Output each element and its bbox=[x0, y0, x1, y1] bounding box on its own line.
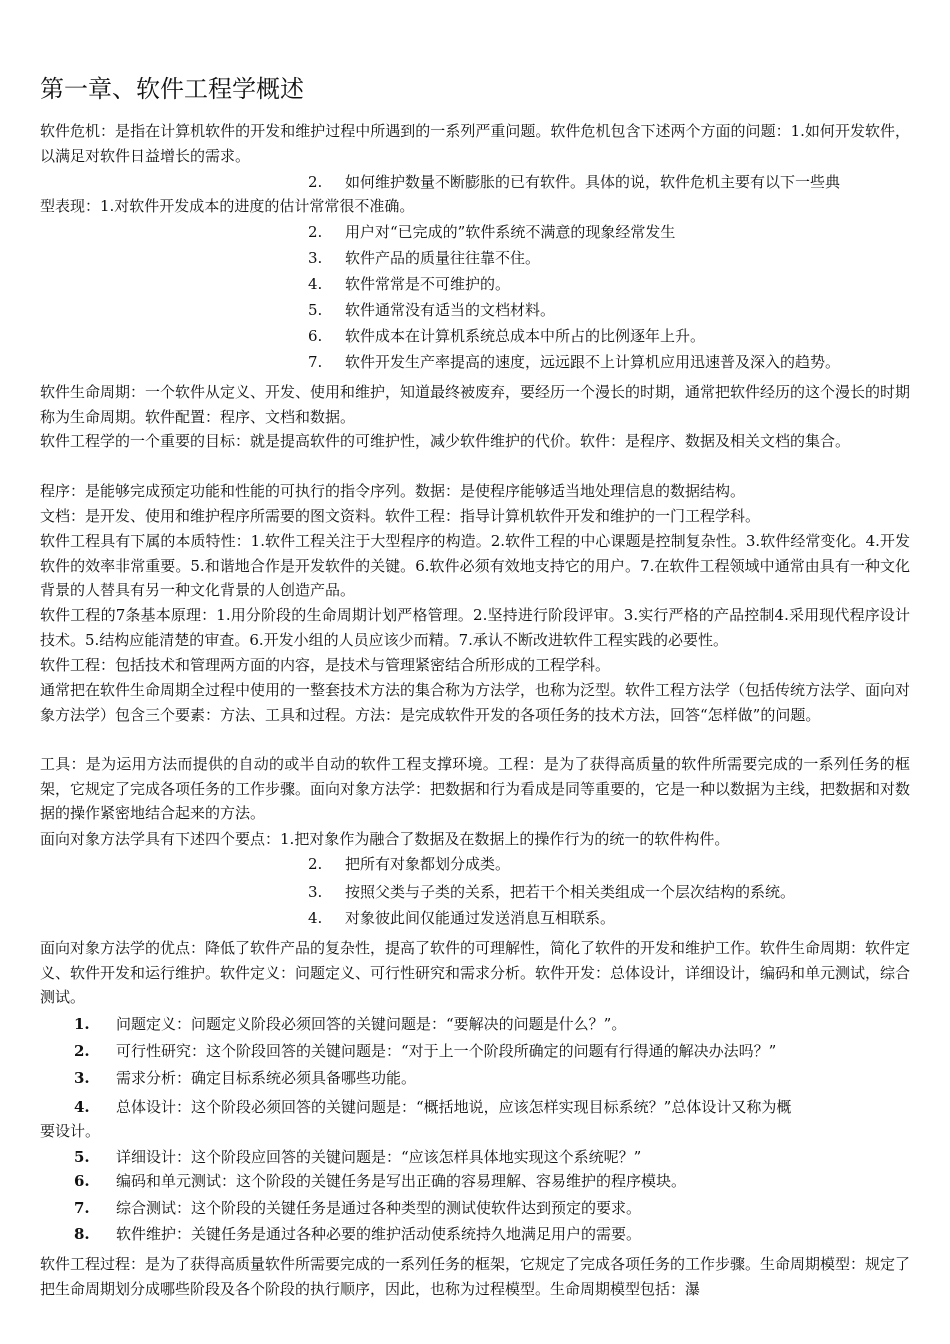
paragraph-program: 程序：是能够完成预定功能和性能的可执行的指令序列。数据：是使程序能够适当地处理信息的数据结构。 bbox=[40, 482, 746, 500]
paragraph-lifecycle: 软件生命周期：一个软件从定义、开发、使用和维护，知道最终被废弃，要经历一个漫长的时期，通常把软件经历的这个漫长的时期称为生命周期。软件配置：程序、文档和数据。 bbox=[40, 383, 911, 426]
list-text: 用户对“已完成的”软件系统不满意的现象经常发生 bbox=[345, 223, 676, 241]
oo-list-item bbox=[308, 852, 510, 876]
list-text: 综合测试：这个阶段的关键任务是通过各种类型的测试使软件达到预定的要求。 bbox=[116, 1199, 642, 1217]
list-text: 详细设计：这个阶段应回答的关键问题是：“应该怎样具体地实现这个系统呢？” bbox=[116, 1148, 642, 1166]
stage-item bbox=[74, 1095, 791, 1119]
list-number: 2. bbox=[74, 1042, 90, 1060]
list-number: 5. bbox=[308, 301, 323, 319]
paragraph-maintainability: 软件工程学的一个重要的目标：就是提高软件的可维护性，减少软件维护的代价。软件：是程序、数据及相关文档的集合。 bbox=[40, 432, 851, 450]
paragraph-documentation: 文档：是开发、使用和维护程序所需要的图文资料。软件工程：指导计算机软件开发和维护的一门工程学科。 bbox=[40, 507, 761, 525]
crisis-list-item bbox=[308, 246, 540, 270]
chapter-title: 第一章、软件工程学概述 bbox=[40, 75, 304, 103]
list-text: 如何维护数量不断膨胀的已有软件。具体的说，软件危机主要有以下一些典 bbox=[345, 173, 841, 191]
list-number: 5. bbox=[74, 1148, 90, 1166]
crisis-list-item bbox=[308, 350, 840, 374]
paragraph-oo-advantages: 面向对象方法学的优点：降低了软件产品的复杂性，提高了软件的可理解性，简化了软件的开发和维护工作。软件生命周期：软件定义、软件开发和运行维护。软件定义：问题定义、可行性研究和需求分析。软件开发：总体设计，详细设计，编码和单元测试，综合测试。 bbox=[40, 939, 911, 1006]
oo-list-item bbox=[308, 880, 795, 904]
list-number: 2. bbox=[308, 855, 323, 873]
crisis-list-item bbox=[308, 298, 555, 322]
list-number: 8. bbox=[74, 1225, 90, 1243]
list-number: 7. bbox=[74, 1199, 90, 1217]
list-number: 3. bbox=[308, 249, 323, 267]
list-text: 软件通常没有适当的文档材料。 bbox=[345, 301, 556, 319]
list-number: 3. bbox=[308, 883, 323, 901]
list-number: 4. bbox=[308, 909, 323, 927]
list-text: 按照父类与子类的关系，把若干个相关类组成一个层次结构的系统。 bbox=[345, 883, 796, 901]
paragraph-methodology: 通常把在软件生命周期全过程中使用的一整套技术方法的集合称为方法学，也称为泛型。软件工程方法学（包括传统方法学、面向对象方法学）包含三个要素：方法、工具和过程。方法：是完成软件开发的各项任务的技术方法，回答“怎样做”的问题。 bbox=[40, 681, 911, 724]
list-text: 把所有对象都划分成类。 bbox=[345, 855, 511, 873]
paragraph-process: 软件工程过程：是为了获得高质量软件所需要完成的一系列任务的框架，它规定了完成各项任务的工作步骤。生命周期模型：规定了把生命周期划分成哪些阶段及各个阶段的执行顺序，因此，也称为过程模型。生命周期模型包括：瀑 bbox=[40, 1255, 911, 1298]
list-number: 2. bbox=[308, 223, 323, 241]
list-number: 1. bbox=[74, 1015, 90, 1033]
oo-list-item bbox=[308, 906, 615, 930]
list-number: 4. bbox=[74, 1098, 90, 1116]
paragraph-characteristics: 软件工程具有下属的本质特性：1.软件工程关注于大型程序的构造。2.软件工程的中心课题是控制复杂性。3.软件经常变化。4.开发软件的效率非常重要。5.和谐地合作是开发软件的关键。6.软件必须有效地支持它的用户。7.在软件工程领域中通常由具有一种文化背景的人替具有另一种文化背景的人创造产品。 bbox=[40, 532, 910, 599]
list-text: 编码和单元测试：这个阶段的关键任务是写出正确的容易理解、容易维护的程序模块。 bbox=[116, 1172, 687, 1190]
list-number: 6. bbox=[74, 1172, 90, 1190]
stage-item-continued: 要设计。 bbox=[40, 1122, 101, 1140]
paragraph-tools: 工具：是为运用方法而提供的自动的或半自动的软件工程支撑环境。工程：是为了获得高质量的软件所需要完成的一系列任务的框架，它规定了完成各项任务的工作步骤。面向对象方法学：把数据和行为看成是同等重要的，它是一种以数据为主线，把数据和对数据的操作紧密地结合起来的方法。 bbox=[40, 755, 911, 822]
list-number: 3. bbox=[74, 1069, 90, 1087]
list-number: 4. bbox=[308, 275, 323, 293]
list-text: 软件维护：关键任务是通过各种必要的维护活动使系统持久地满足用户的需要。 bbox=[116, 1225, 642, 1243]
stage-item bbox=[74, 1222, 641, 1246]
stage-item bbox=[74, 1196, 641, 1220]
paragraph-principles: 软件工程的7条基本原理：1.用分阶段的生命周期计划严格管理。2.坚持进行阶段评审。3.实行严格的产品控制4.采用现代程序设计技术。5.结构应能清楚的审查。6.开发小组的人员应该少而精。7.承认不断改进软件工程实践的必要性。 bbox=[40, 606, 910, 649]
crisis-item-2-continued: 型表现：1.对软件开发成本的进度的估计常常很不准确。 bbox=[40, 197, 415, 215]
crisis-list-item bbox=[308, 324, 705, 348]
stage-item bbox=[74, 1012, 626, 1036]
list-text: 总体设计：这个阶段必须回答的关键问题是：“概括地说，应该怎样实现目标系统？”总体设计又称为概 bbox=[116, 1098, 792, 1116]
list-number: 6. bbox=[308, 327, 323, 345]
paragraph-oo-points: 面向对象方法学具有下述四个要点：1.把对象作为融合了数据及在数据上的操作行为的统一的软件构件。 bbox=[40, 830, 730, 848]
stage-item bbox=[74, 1169, 686, 1193]
list-text: 软件开发生产率提高的速度，远远跟不上计算机应用迅速普及深入的趋势。 bbox=[345, 353, 841, 371]
stage-item bbox=[74, 1039, 776, 1063]
stage-item bbox=[74, 1145, 641, 1169]
list-text: 需求分析：确定目标系统必须具备哪些功能。 bbox=[116, 1069, 417, 1087]
list-text: 软件常常是不可维护的。 bbox=[345, 275, 511, 293]
crisis-list-item bbox=[308, 272, 510, 296]
stage-item bbox=[74, 1066, 416, 1090]
paragraph-software-engineering: 软件工程：包括技术和管理两方面的内容，是技术与管理紧密结合所形成的工程学科。 bbox=[40, 656, 611, 674]
list-number: 7. bbox=[308, 353, 323, 371]
list-text: 问题定义：问题定义阶段必须回答的关键问题是：“要解决的问题是什么？”。 bbox=[116, 1015, 627, 1033]
list-text: 软件成本在计算机系统总成本中所占的比例逐年上升。 bbox=[345, 327, 706, 345]
crisis-item-2 bbox=[308, 170, 840, 194]
list-text: 可行性研究：这个阶段回答的关键问题是：“对于上一个阶段所确定的问题有行得通的解决办法吗？” bbox=[116, 1042, 777, 1060]
crisis-list-item bbox=[308, 220, 675, 244]
list-number: 2. bbox=[308, 173, 323, 191]
list-text: 对象彼此间仅能通过发送消息互相联系。 bbox=[345, 909, 616, 927]
paragraph-software-crisis: 软件危机：是指在计算机软件的开发和维护过程中所遇到的一系列严重问题。软件危机包含下述两个方面的问题：1.如何开发软件，以满足对软件日益增长的需求。 bbox=[40, 122, 910, 165]
list-text: 软件产品的质量往往靠不住。 bbox=[345, 249, 541, 267]
